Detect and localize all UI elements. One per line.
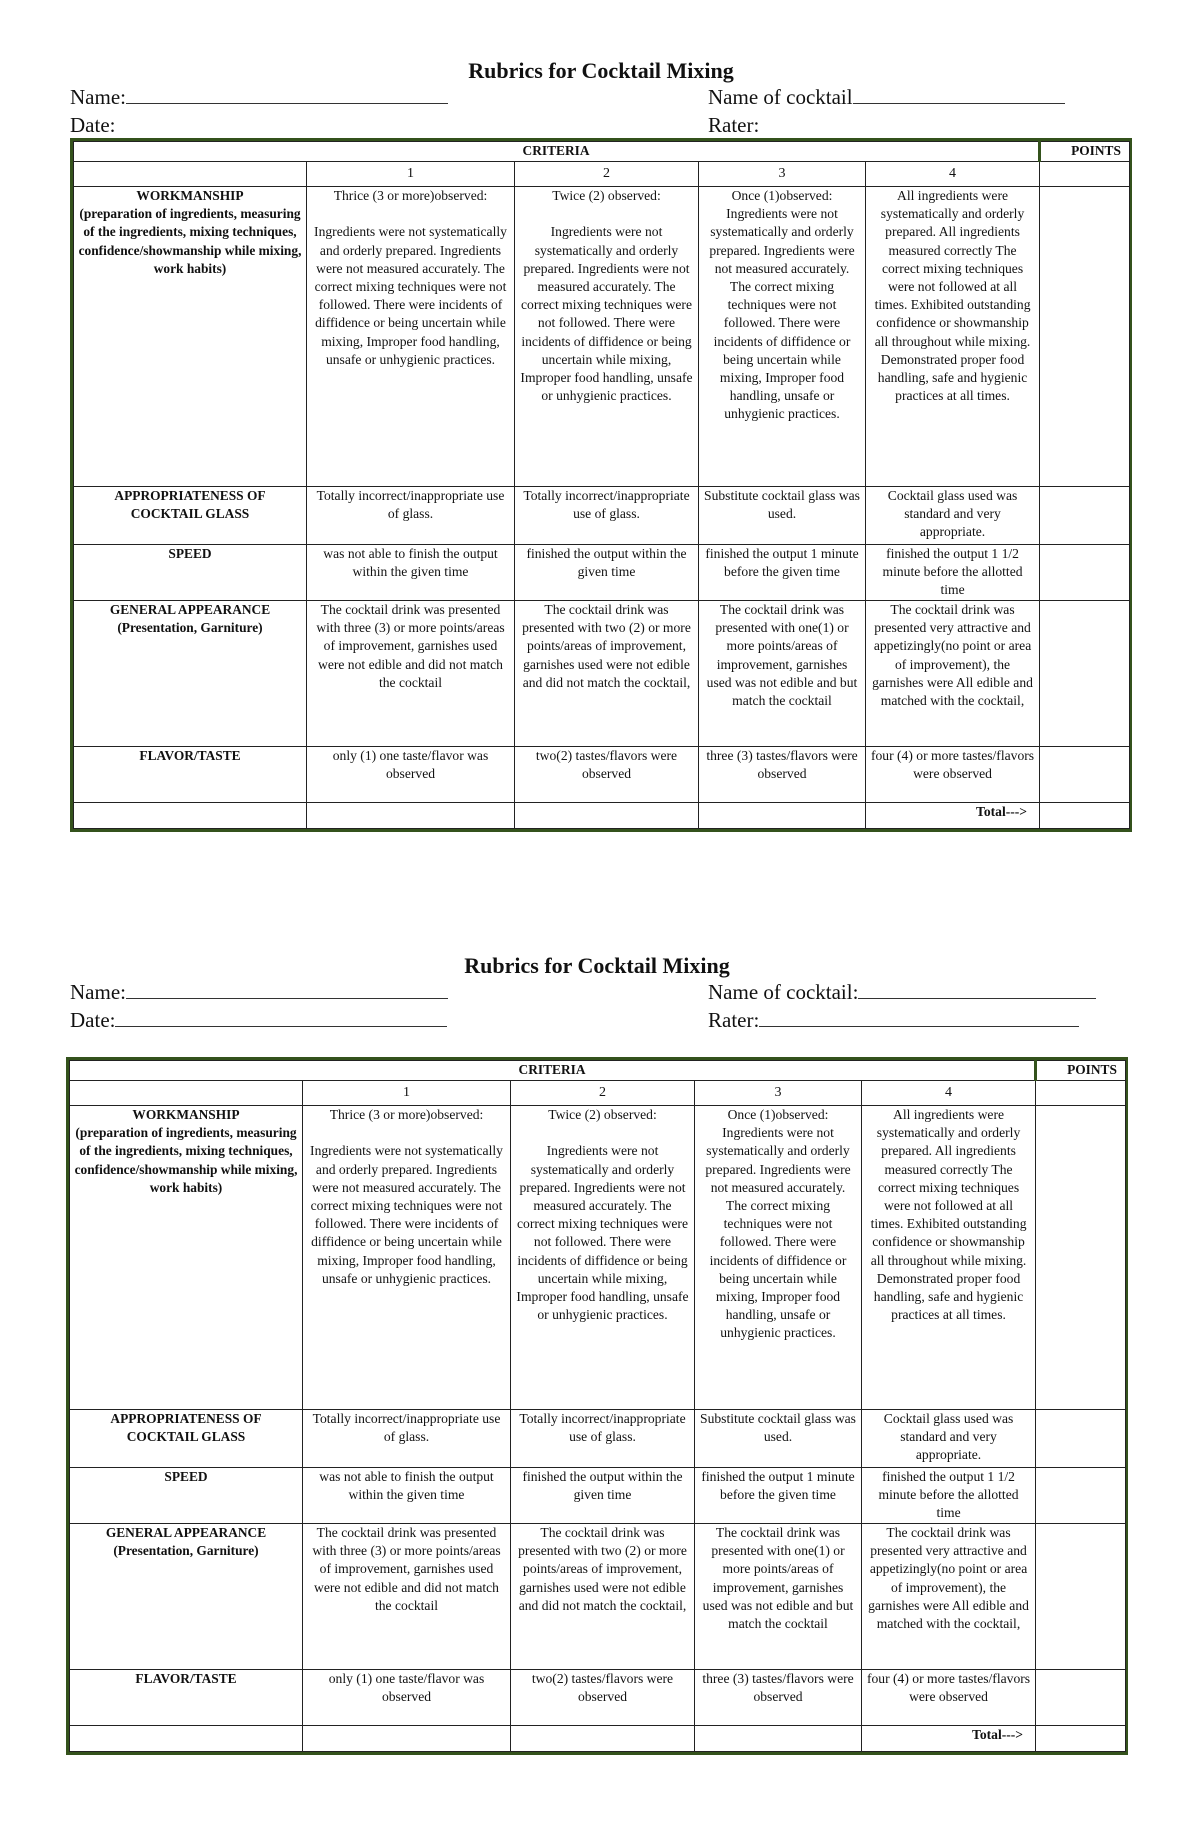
criterion-workmanship: WORKMANSHIP (preparation of ingredients, measuring of the ingredients, mixing techniques, confidence/showmanship while mixing, work habits) xyxy=(70,1106,303,1410)
points-cell[interactable] xyxy=(1040,747,1130,803)
rubric-cell: The cocktail drink was presented very attractive and appetizingly(no point or area of improvement), the garnishes were All edible and matched with the cocktail, xyxy=(862,1524,1036,1670)
rubric-cell: The cocktail drink was presented with one(1) or more points/areas of improvement, garnishes used was not edible and but match the cocktail xyxy=(699,601,866,747)
rubric-cell: Thrice (3 or more)observed: Ingredients were not systematically and orderly prepared. Ingredients were not measured accurately. The correct mixing techniques were not followed. There were incidents of diffidence or being uncertain while mixing, Improper food handling, unsafe or unhygienic practices. xyxy=(307,187,515,487)
level-1-header: 1 xyxy=(307,162,515,187)
level-4-header: 4 xyxy=(866,162,1040,187)
rubric-cell: Totally incorrect/inappropriate use of glass. xyxy=(307,487,515,545)
rubric-cell: Thrice (3 or more)observed: Ingredients were not systematically and orderly prepared. Ingredients were not measured accurately. The correct mixing techniques were not followed. There were incidents of diffidence or being uncertain while mixing, Improper food handling, unsafe or unhygienic practices. xyxy=(303,1106,511,1410)
name-field[interactable]: Name: xyxy=(70,85,448,110)
rubric-cell: Cocktail glass used was standard and very appropriate. xyxy=(866,487,1040,545)
rubric-cell: Totally incorrect/inappropriate use of glass. xyxy=(303,1410,511,1468)
rubric-cell: Substitute cocktail glass was used. xyxy=(695,1410,862,1468)
rubric-cell: All ingredients were systematically and orderly prepared. All ingredients measured correctly The correct mixing techniques were not followed at all times. Exhibited outstanding confidence or showmanship all throughout while mixing. Demonstrated proper food handling, safe and hygienic practices at all times. xyxy=(866,187,1040,487)
total-points-cell[interactable] xyxy=(1036,1726,1126,1752)
points-cell[interactable] xyxy=(1040,187,1130,487)
points-cell[interactable] xyxy=(1036,1106,1126,1410)
rubric-cell: Twice (2) observed: Ingredients were not systematically and orderly prepared. Ingredients were not measured accurately. The correct mixing techniques were not followed. There were incidents of diffidence or being uncertain while mixing, Improper food handling, unsafe or unhygienic practices. xyxy=(511,1106,695,1410)
rubric-cell: finished the output 1 1/2 minute before the allotted time xyxy=(862,1468,1036,1524)
cocktail-name-field[interactable]: Name of cocktail: xyxy=(708,980,1096,1005)
criterion-workmanship: WORKMANSHIP (preparation of ingredients, measuring of the ingredients, mixing techniques, confidence/showmanship while mixing, work habits) xyxy=(74,187,307,487)
rubric-cell: four (4) or more tastes/flavors were observed xyxy=(866,747,1040,803)
rubric-cell: The cocktail drink was presented very attractive and appetizingly(no point or area of improvement), the garnishes were All edible and matched with the cocktail, xyxy=(866,601,1040,747)
rubric-cell: was not able to finish the output within the given time xyxy=(303,1468,511,1524)
rubric-title: Rubrics for Cocktail Mixing xyxy=(468,58,734,83)
table-row xyxy=(70,1524,1126,1670)
rubric-cell: finished the output 1 minute before the given time xyxy=(695,1468,862,1524)
rubric-cell: four (4) or more tastes/flavors were observed xyxy=(862,1670,1036,1726)
points-cell[interactable] xyxy=(1040,487,1130,545)
date-field[interactable]: Date: xyxy=(70,1008,447,1033)
points-cell[interactable] xyxy=(1036,1524,1126,1670)
rubric-cell: two(2) tastes/flavors were observed xyxy=(511,1670,695,1726)
points-header: POINTS xyxy=(1036,1061,1126,1081)
level-1-header: 1 xyxy=(303,1081,511,1106)
table-row xyxy=(70,1726,1126,1752)
level-3-header: 3 xyxy=(695,1081,862,1106)
criterion-glass: APPROPRIATENESS OF COCKTAIL GLASS xyxy=(70,1410,303,1468)
level-4-header: 4 xyxy=(862,1081,1036,1106)
points-cell[interactable] xyxy=(1036,1468,1126,1524)
rater-field[interactable]: Rater: xyxy=(708,113,760,137)
rubric-form-1 xyxy=(70,58,1132,848)
rubric-cell: Twice (2) observed: Ingredients were not systematically and orderly prepared. Ingredients were not measured accurately. The correct mixing techniques were not followed. There were incidents of diffidence or being uncertain while mixing, Improper food handling, unsafe or unhygienic practices. xyxy=(515,187,699,487)
criterion-speed: SPEED xyxy=(74,545,307,601)
rubric-table xyxy=(70,138,1132,832)
total-label: Total---> xyxy=(866,803,1040,829)
criterion-appearance: GENERAL APPEARANCE (Presentation, Garniture) xyxy=(70,1524,303,1670)
rubric-cell: Once (1)observed: Ingredients were not systematically and orderly prepared. Ingredients were not measured accurately. The correct mixing techniques were not followed. There were incidents of diffidence or being uncertain while mixing, Improper food handling, unsafe or unhygienic practices. xyxy=(699,187,866,487)
table-row xyxy=(74,187,1130,487)
level-3-header: 3 xyxy=(699,162,866,187)
total-points-cell[interactable] xyxy=(1040,803,1130,829)
rubric-form-2 xyxy=(70,953,1132,1768)
points-cell[interactable] xyxy=(1040,545,1130,601)
criterion-flavor: FLAVOR/TASTE xyxy=(70,1670,303,1726)
points-cell[interactable] xyxy=(1036,1410,1126,1468)
rubric-cell: The cocktail drink was presented with two (2) or more points/areas of improvement, garnishes used were not edible and did not match the cocktail, xyxy=(511,1524,695,1670)
criteria-header: CRITERIA xyxy=(74,142,1040,162)
cocktail-name-field[interactable]: Name of cocktail xyxy=(708,85,1065,110)
criteria-header: CRITERIA xyxy=(70,1061,1036,1081)
rubric-cell: Substitute cocktail glass was used. xyxy=(699,487,866,545)
rubric-cell: The cocktail drink was presented with three (3) or more points/areas of improvement, garnishes used were not edible and did not match the cocktail xyxy=(307,601,515,747)
rubric-cell: three (3) tastes/flavors were observed xyxy=(695,1670,862,1726)
total-label: Total---> xyxy=(862,1726,1036,1752)
rubric-cell: was not able to finish the output within the given time xyxy=(307,545,515,601)
rubric-cell: two(2) tastes/flavors were observed xyxy=(515,747,699,803)
criterion-flavor: FLAVOR/TASTE xyxy=(74,747,307,803)
rubric-cell: Cocktail glass used was standard and very appropriate. xyxy=(862,1410,1036,1468)
rubric-cell: The cocktail drink was presented with two (2) or more points/areas of improvement, garnishes used were not edible and did not match the cocktail, xyxy=(515,601,699,747)
table-row xyxy=(74,545,1130,601)
table-row xyxy=(70,1468,1126,1524)
rubric-cell: only (1) one taste/flavor was observed xyxy=(303,1670,511,1726)
rubric-cell: finished the output 1 minute before the given time xyxy=(699,545,866,601)
rubric-cell: three (3) tastes/flavors were observed xyxy=(699,747,866,803)
criterion-speed: SPEED xyxy=(70,1468,303,1524)
points-cell[interactable] xyxy=(1040,601,1130,747)
table-row xyxy=(74,803,1130,829)
name-field[interactable]: Name: xyxy=(70,980,448,1005)
rubric-cell: finished the output within the given time xyxy=(515,545,699,601)
rubric-cell: Once (1)observed: Ingredients were not systematically and orderly prepared. Ingredients were not measured accurately. The correct mixing techniques were not followed. There were incidents of diffidence or being uncertain while mixing, Improper food handling, unsafe or unhygienic practices. xyxy=(695,1106,862,1410)
table-row xyxy=(74,747,1130,803)
level-2-header: 2 xyxy=(511,1081,695,1106)
criterion-appearance: GENERAL APPEARANCE (Presentation, Garniture) xyxy=(74,601,307,747)
points-cell[interactable] xyxy=(1036,1670,1126,1726)
rubric-cell: The cocktail drink was presented with one(1) or more points/areas of improvement, garnishes used was not edible and but match the cocktail xyxy=(695,1524,862,1670)
level-2-header: 2 xyxy=(515,162,699,187)
points-header: POINTS xyxy=(1040,142,1130,162)
criterion-glass: APPROPRIATENESS OF COCKTAIL GLASS xyxy=(74,487,307,545)
table-row xyxy=(70,1106,1126,1410)
table-row xyxy=(74,601,1130,747)
rubric-cell: All ingredients were systematically and orderly prepared. All ingredients measured correctly The correct mixing techniques were not followed at all times. Exhibited outstanding confidence or showmanship all throughout while mixing. Demonstrated proper food handling, safe and hygienic practices at all times. xyxy=(862,1106,1036,1410)
table-row xyxy=(70,1670,1126,1726)
rater-field[interactable]: Rater: xyxy=(708,1008,1079,1033)
rubric-table xyxy=(66,1057,1128,1755)
table-row xyxy=(70,1410,1126,1468)
rubric-cell: finished the output within the given time xyxy=(511,1468,695,1524)
rubric-cell: finished the output 1 1/2 minute before the allotted time xyxy=(866,545,1040,601)
table-row xyxy=(74,487,1130,545)
rubric-cell: Totally incorrect/inappropriate use of glass. xyxy=(511,1410,695,1468)
rubric-cell: Totally incorrect/inappropriate use of glass. xyxy=(515,487,699,545)
rubric-title: Rubrics for Cocktail Mixing xyxy=(464,953,730,978)
rubric-cell: The cocktail drink was presented with three (3) or more points/areas of improvement, garnishes used were not edible and did not match the cocktail xyxy=(303,1524,511,1670)
rubric-cell: only (1) one taste/flavor was observed xyxy=(307,747,515,803)
date-field[interactable]: Date: xyxy=(70,113,116,137)
